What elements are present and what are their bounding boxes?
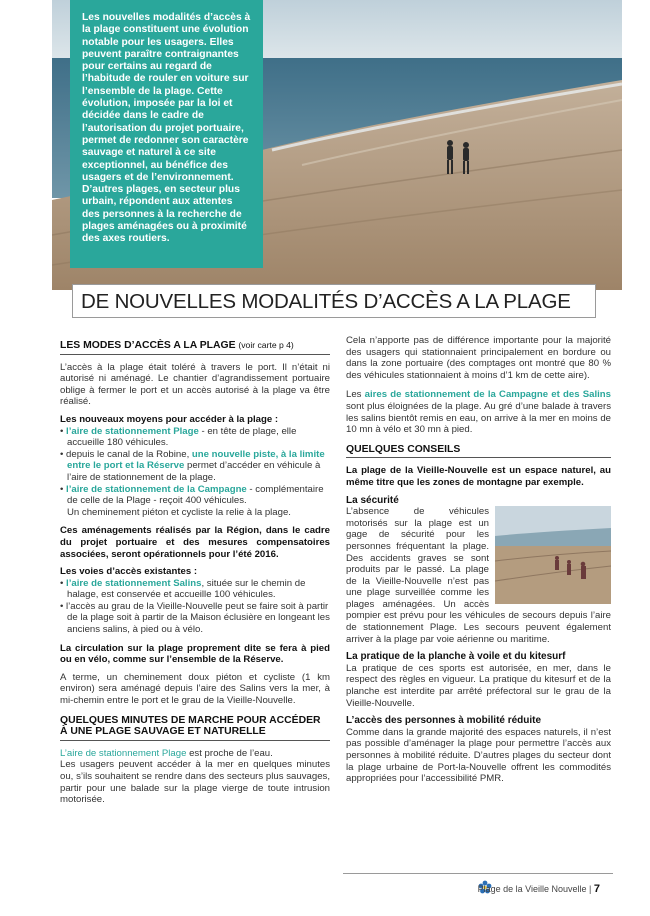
list-item: • l’aire de stationnement de la Campagne - complémentaire de celle de la Plage - reçoit 400 véhicules. Un cheminement piéton et cycliste la relie à la plage. (60, 483, 324, 518)
list-item-text: , située sur le chemin de halage, est conservée et accueille 100 véhicules. (67, 577, 306, 601)
list-item-text: Un cheminement piéton et cycliste la relie à la plage. (67, 506, 291, 518)
list-item-text: depuis le canal de la Robine, (66, 448, 192, 460)
list-item-text: - en tête de plage, elle accueille 180 véhicules. (67, 425, 297, 449)
paragraph: La pratique de ces sports est autorisée, en mer, dans le respect des règles en vigueur. La pratique du kitesurf et de la planche est interdite par arrêté préfectoral sur le grau de la Vieille-Nouvelle. (346, 662, 611, 709)
list-item: • l’aire de stationnement Plage - en tête de plage, elle accueille 180 véhicules. (60, 425, 297, 449)
list-item: • l’accès au grau de la Vieille-Nouvelle peut se faire soit à partir de la plage soit à partir de la Maison éclusière en longeant les anciens salins, à pied ou à vélo. (60, 600, 330, 636)
highlight-text: L’aire de stationnement Plage (60, 747, 187, 759)
paragraph (346, 389, 611, 435)
subheading-mobility: L’accès des personnes à mobilité réduite (346, 715, 542, 727)
right-column (346, 335, 611, 791)
paragraph: Les usagers peuvent accéder à la mer en quelques minutes ou, s’ils souhaitent se rendre dans des secteurs plus sauvages, partir pour une balade sur la plage vierge de toute intrusion motorisée. (60, 759, 330, 806)
paragraph: A terme, un cheminement doux piéton et cycliste (1 km environ) sera aménagé depuis l’aire des Salins vers la mer, à mi-chemin entre le port et le grau de la Vieille-Nouvelle. (60, 671, 330, 707)
map-reference-note: (voir carte p 4) (238, 340, 294, 350)
highlight-text: l’aire de stationnement Plage (66, 425, 199, 437)
paragraph-text: sont plus éloignées de la plage. Au gré d’une balade à travers les salins bientôt remis en eau, on arrive à la mer en moins de 10 mn à vélo et 30 mn à pied. (346, 400, 611, 436)
subheading-safety: La sécurité (346, 494, 399, 506)
list-item: • depuis le canal de la Robine, une nouvelle piste, à la limite entre le port et la Réserve permet d’accéder en véhicule à l’aire de stationnement de la plage. (60, 448, 325, 483)
paragraph: Comme dans la grande majorité des espaces naturels, il n’est pas possible d’aménager la plage pour permettre l’accès aux personnes à mobilité réduite. D’autres plages du secteur dont la plage urbaine de Port-la-Nouvelle offrent les commodités appropriées pour l’accessibilité PMR. (346, 726, 611, 785)
list-item-text: - complémentaire de celle de la Plage - reçoit 400 véhicules. (67, 483, 324, 507)
subheading-sports: La pratique de la planche à voile et du kitesurf (346, 651, 566, 663)
bold-paragraph: La circulation sur la plage proprement dite se fera à pied ou en vélo, comme sur l’ensemble de la Réserve. (60, 642, 330, 666)
new-access-title: Les nouveaux moyens pour accéder à la plage : (60, 413, 279, 425)
bold-paragraph: La plage de la Vieille-Nouvelle est un espace naturel, au même titre que les zones de montagne par exemple. (346, 465, 611, 488)
highlight-text: l’aire de stationnement de la Campagne (66, 483, 247, 495)
footer-text (478, 883, 600, 895)
highlight-text: l’aire de stationnement Salins (66, 577, 202, 589)
new-access-list (60, 426, 330, 519)
highlight-text: une nouvelle piste, à la limite entre le port et la Réserve (67, 448, 325, 472)
paragraph: L’accès à la plage était toléré à travers le port. Il n’était ni autorisé ni aménagé. Le chantier d’agrandissement portuaire oblige à fermer le port et un accès autorisé à la plage va être réalisé. (60, 361, 330, 408)
paragraph-text: est proche de l’eau. (186, 747, 273, 759)
section-heading-tips: QUELQUES CONSEILS (346, 444, 611, 459)
section-heading-text: LES MODES D’ACCÈS A LA PLAGE (60, 340, 236, 351)
paragraph: L’absence de véhicules motorisés sur la plage est un gage de sécurité pour les personnes fréquentant la plage. Des accidents graves se sont produits par le passé. La plage de la Vieille-Nouvelle n’est pas une plage surveillée comme les plages aménagées. Un accès pompier est prévu pour les véhicules de secours depuis l’aire de stationnement Plage. Les secours peuvent également arriver à la plage par voie aérienne ou maritime. (346, 506, 611, 645)
footer-separator: | (589, 884, 592, 894)
walkers-photo (495, 506, 611, 604)
highlight-text: aires de stationnement de la Campagne et des Salins (364, 389, 611, 401)
existing-access-title: Les voies d’accès existantes : (60, 566, 198, 578)
footer-divider (343, 873, 613, 874)
page-title: DE NOUVELLES MODALITÉS D’ACCÈS A LA PLAGE (81, 290, 571, 313)
page-number: 7 (593, 883, 600, 895)
paragraph (60, 748, 330, 760)
list-item-text: l’accès au grau de la Vieille-Nouvelle peut se faire soit à partir de la plage soit à partir de la Maison éclusière en longeant les anciens salins, à pied ou à vélo. (66, 600, 330, 636)
existing-access-list (60, 578, 330, 636)
page-footer (0, 873, 650, 913)
section-heading-walk: QUELQUES MINUTES DE MARCHE POUR ACCÉDER À UNE PLAGE SAUVAGE ET NATURELLE (60, 715, 330, 741)
section-heading-access (60, 340, 330, 355)
bold-paragraph: Ces aménagements réalisés par la Région, dans le cadre du projet portuaire et des mesures compensatoires associées, seront opérationnels pour l’été 2016. (60, 525, 330, 560)
paragraph: Cela n’apporte pas de différence importante pour la majorité des usagers qui stationnaient principalement en bordure ou dans la zone portuaire (des comptages ont montré que 80 % des véhicules stationnaient à moins d’1 km de cette aire). (346, 335, 611, 381)
footer-label: Plage de la Vieille Nouvelle (477, 884, 587, 894)
intro-text: Les nouvelles modalités d’accès à la plage constituent une évolution notable pour les usagers. Elles peuvent paraître contraignantes pour certains au regard de l’habitude de rouler en voiture sur l’ensemble de la plage. Cette évolution, imposée par la loi et décidée dans le cadre de l’autorisation du projet portuaire, permet de redonner son caractère sauvage et naturel à ce site exceptionnel, au bénéfice des usagers et de l’environnement. D’autres plages, en secteur plus urbain, répondent aux attentes des personnes à la recherche de plages aménagées ou à proximité des axes routiers. (82, 12, 251, 245)
list-item-text: permet d’accéder en véhicule à l’aire de stationnement de la plage. (67, 460, 321, 483)
title-banner (72, 284, 596, 318)
paragraph-text: Les (346, 389, 365, 401)
intro-box (70, 0, 263, 268)
list-item: • l’aire de stationnement Salins, située sur le chemin de halage, est conservée et accueille 100 véhicules. (60, 577, 306, 601)
left-column (60, 340, 330, 812)
